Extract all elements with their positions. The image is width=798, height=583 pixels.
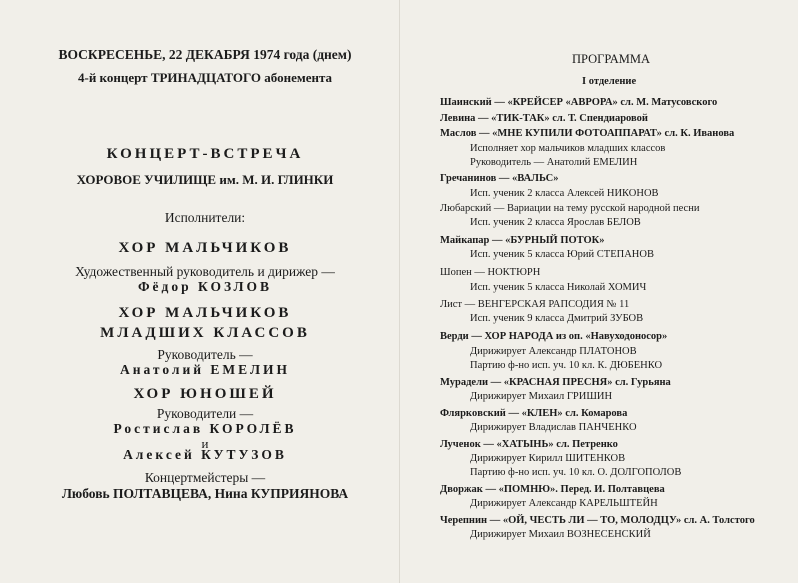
program-line: Шопен — НОКТЮРН [440,267,541,278]
program-line: Исп. ученик 5 класса Николай ХОМИЧ [470,282,647,293]
program-line: Исп. ученик 2 класса Ярослав БЕЛОВ [470,217,641,228]
program-line: Исп. ученик 9 класса Дмитрий ЗУБОВ [470,313,644,324]
program-line: Левина — «ТИК-ТАК» сл. Т. Спендиаровой [440,113,648,124]
program-line: Любарский — Вариации на тему русской народной песни [440,203,700,214]
program-line: Руководитель — Анатолий ЕМЕЛИН [470,157,638,168]
program-line: Лист — ВЕНГЕРСКАЯ РАПСОДИЯ № 11 [440,299,630,310]
accompanists-heading: Концертмейстеры — [144,470,266,485]
choir-1-leader: Фёдор КОЗЛОВ [137,279,273,294]
choir-3-leader-2: Алексей КУТУЗОВ [123,447,287,462]
program-line: Дирижирует Владислав ПАНЧЕНКО [470,422,637,433]
date-line: ВОСКРЕСЕНЬЕ, 22 ДЕКАБРЯ 1974 года (днем) [58,47,352,62]
choir-3-name: ХОР ЮНОШЕЙ [133,386,277,402]
program-line: Дворжак — «ПОМНЮ». Перед. И. Полтавцева [440,484,665,495]
program-line: Дирижирует Александр КАРЕЛЬШТЕЙН [470,498,658,509]
concert-title: КОНЦЕРТ-ВСТРЕЧА [106,146,304,162]
performers-heading: Исполнители: [164,210,246,225]
program-line: Верди — ХОР НАРОДА из оп. «Навуходоносор» [440,331,668,342]
accompanists-names: Любовь ПОЛТАВЦЕВА, Нина КУПРИЯНОВА [61,486,349,501]
program-heading: ПРОГРАММА [572,52,651,66]
choir-1-name: ХОР МАЛЬЧИКОВ [118,240,292,256]
program-line: Партию ф-но исп. уч. 10 кл. К. ДЮБЕНКО [470,360,663,371]
program-line: Исполняет хор мальчиков младших классов [470,143,666,154]
program-line: Исп. ученик 2 класса Алексей НИКОНОВ [470,188,659,199]
and-conjunction: и [201,436,209,451]
program-line: Исп. ученик 5 класса Юрий СТЕПАНОВ [470,249,654,260]
page-fold [399,0,400,583]
program-line: Маслов — «МНЕ КУПИЛИ ФОТОАППАРАТ» сл. К. Иванова [440,128,735,139]
choir-2-leader: Анатолий ЕМЕЛИН [119,362,291,377]
choir-3-leader-1: Ростислав КОРОЛЁВ [113,421,297,436]
choir-1-role: Художественный руководитель и дирижер — [75,264,335,279]
program-line: Дирижирует Михаил ВОЗНЕСЕНСКИЙ [470,529,651,540]
program-line: Дирижирует Михаил ГРИШИН [470,391,613,402]
program-line: Дирижирует Александр ПЛАТОНОВ [470,346,637,357]
program-line: Черепнин — «ОЙ, ЧЕСТЬ ЛИ — ТО, МОЛОДЦУ» сл. А. Толстого [440,515,755,526]
program-line: Майкапар — «БУРНЫЙ ПОТОК» [440,235,605,246]
program-line: Дирижирует Кирилл ШИТЕНКОВ [470,453,626,464]
choir-3-role: Руководители — [156,406,254,421]
program-line: Мурадели — «КРАСНАЯ ПРЕСНЯ» сл. Гурьяна [440,377,671,388]
part-heading: I отделение [582,76,637,87]
program-line: Гречанинов — «ВАЛЬС» [440,173,559,184]
school-name: ХОРОВОЕ УЧИЛИЩЕ им. М. И. ГЛИНКИ [76,172,334,187]
choir-2-name-line1: ХОР МАЛЬЧИКОВ [118,305,292,321]
program-line: Партию ф-но исп. уч. 10 кл. О. ДОЛГОПОЛОВ [470,467,682,478]
program-line: Лученок — «ХАТЫНЬ» сл. Петренко [440,439,618,450]
program-line: Шаинский — «КРЕЙСЕР «АВРОРА» сл. М. Матусовского [440,97,718,108]
choir-2-name-line2: МЛАДШИХ КЛАССОВ [100,325,310,341]
concert-line: 4-й концерт ТРИНАДЦАТОГО абонемента [77,70,333,85]
program-line: Фляркoвский — «КЛЕН» сл. Комарова [440,408,628,419]
choir-2-role: Руководитель — [157,347,253,362]
